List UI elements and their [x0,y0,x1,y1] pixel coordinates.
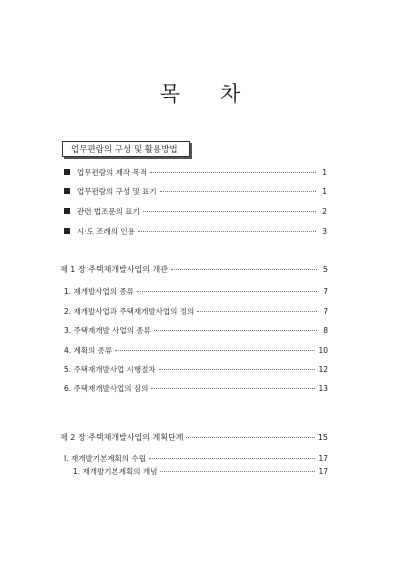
guide-section-heading [62,141,190,157]
toc-sub-entry[interactable] [73,466,328,477]
toc-entry-page: 7 [323,287,328,296]
toc-entry-page: 7 [323,307,328,316]
toc-entry-page: 1 [322,187,327,196]
toc-entry-page: 17 [318,454,328,463]
toc-entry-label: 5. 주택재개발사업 시행절차 [64,365,156,374]
toc-entry-page: 2 [322,207,327,216]
toc-entry[interactable] [64,345,328,356]
toc-entry-label: 3. 주택재개발 사업의 종류 [64,326,151,335]
dot-leader [138,230,316,232]
toc-entry-label: 4. 계획의 종류 [64,346,113,355]
dot-leader [160,470,315,472]
toc-entry-page: 12 [318,365,328,374]
toc-entry-page: 17 [318,467,328,476]
toc-entry-label: 2. 재개발사업과 주택재개발사업의 정의 [64,307,195,316]
page-title [0,78,400,108]
toc-entry-page: 13 [318,384,328,393]
toc-chapter[interactable] [60,432,328,443]
dot-leader [115,349,315,351]
toc-entry-page: 8 [323,326,328,335]
toc-chapter-label: 제 1 장 주택재개발사업의 개관 [60,265,168,274]
toc-entry-label: 업무편람의 구성 및 표기 [77,187,157,196]
dot-leader [186,436,314,438]
title-part-1: 목 [159,82,180,106]
toc-chapter-page: 5 [322,265,328,274]
toc-entry[interactable] [64,167,327,178]
dot-leader [137,290,317,292]
toc-entry-page: 10 [318,346,328,355]
title-part-2: 차 [220,82,241,106]
toc-entry-page: 1 [322,168,327,177]
toc-entry[interactable] [64,286,328,297]
toc-chapter[interactable] [60,264,328,275]
toc-entry-label: 업무편람의 제작 목적 [77,168,147,177]
toc-entry[interactable] [64,206,327,217]
dot-leader [171,268,317,270]
toc-chapter-page: 15 [317,433,328,442]
dot-leader [150,171,316,173]
dot-leader [143,210,316,212]
toc-entry[interactable] [64,226,327,237]
dot-leader [154,329,317,331]
toc-entry[interactable] [64,325,328,336]
dot-leader [160,190,316,192]
toc-chapter-label: 제 2 장 주택재개발사업의 계획단계 [60,433,184,442]
square-bullet-icon [64,169,70,175]
toc-entry-label: 관련 법조문의 표기 [77,207,140,216]
square-bullet-icon [64,228,70,234]
toc-entry[interactable] [64,383,328,394]
dot-leader [159,368,316,370]
dot-leader [149,457,316,459]
dot-leader [151,387,315,389]
toc-entry-label: 1. 재개발기본계획의 개념 [73,467,158,476]
toc-entry[interactable] [64,453,328,464]
toc-entry[interactable] [64,364,328,375]
square-bullet-icon [64,208,70,214]
guide-heading-text: 업무편람의 구성 및 활용방법 [71,145,178,155]
toc-entry[interactable] [64,186,327,197]
toc-entry-label: 1. 재개발사업의 종류 [64,287,134,296]
toc-entry-page: 3 [322,227,327,236]
dot-leader [197,310,317,312]
toc-entry-label: 시·도 조례의 인용 [77,227,135,236]
square-bullet-icon [64,188,70,194]
toc-entry-label: 6. 주택재개발사업의 심의 [64,384,149,393]
toc-entry[interactable] [64,306,328,317]
toc-entry-label: Ⅰ. 재개발기본계획의 수립 [64,454,146,463]
